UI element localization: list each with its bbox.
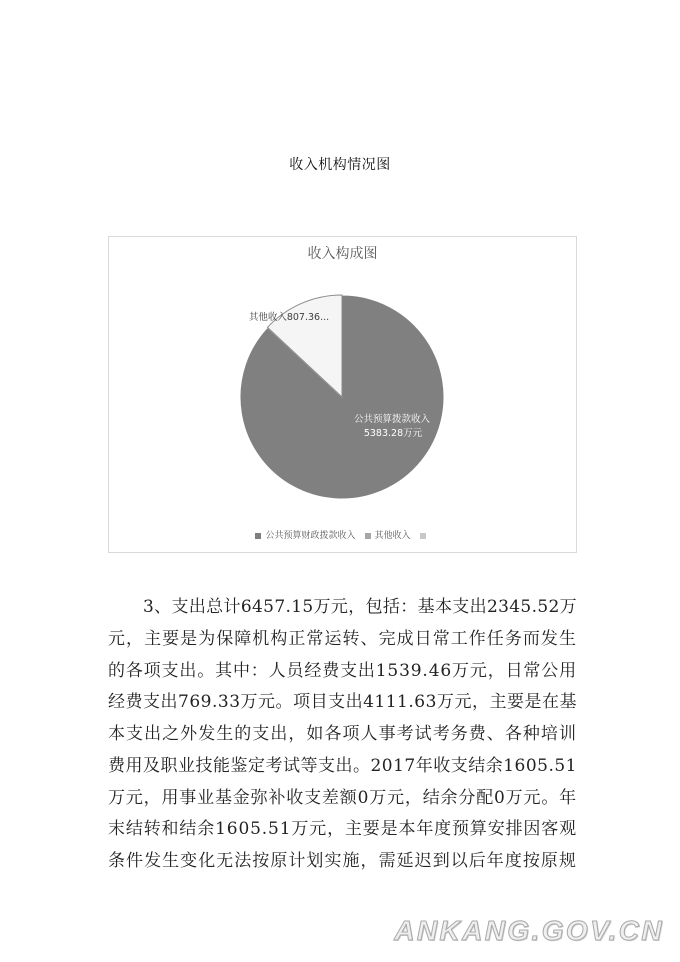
text-line [108,751,577,783]
chart-legend [109,530,576,542]
legend-marker [420,533,426,539]
legend-marker [365,533,371,539]
legend-label: 公共预算财政拨款收入 [265,531,356,541]
text-line [108,846,577,878]
text-line-content: 经费支出769.33万元。项目支出4111.63万元，主要是在基 [108,692,577,713]
legend-item [255,530,355,542]
text-line-content: 万元，用事业基金弥补收支差额0万元，结余分配0万元。年 [108,787,577,808]
pie-chart [109,237,576,552]
text-line-content: 元，主要是为保障机构正常运转、完成日常工作任务而发生 [108,628,577,649]
legend-item [365,530,411,542]
chart-title: 收入构成图 [307,246,378,262]
watermark: ANKANG.GOV.CN [394,915,664,946]
text-line-content: 3、支出总计6457.15万元，包括：基本支出2345.52万 [143,597,577,617]
slice-value-label: 5383.28万元 [363,428,423,439]
legend-marker [255,533,261,539]
text-line [108,814,577,846]
legend-item [420,533,430,539]
text-line-content: 的各项支出。其中：人员经费支出1539.46万元，日常公用 [108,660,577,681]
text-line [108,719,577,751]
text-line [143,592,577,624]
text-line [108,624,577,656]
text-line-content: 费用及职业技能鉴定考试等支出。2017年收支结余1605.51 [108,755,577,776]
text-line [108,687,577,719]
text-line-content: 条件发生变化无法按原计划实施，需延迟到以后年度按原规 [108,851,577,871]
slice-data-label: 其他收入807.36... [248,312,330,323]
chart-container [108,236,577,553]
text-line [108,656,577,688]
text-line-content: 末结转和结余1605.51万元，主要是本年度预算安排因客观 [108,819,577,840]
page-heading: 收入机构情况图 [289,157,391,173]
text-line [108,783,577,815]
legend-label: 其他收入 [374,531,411,541]
slice-data-label: 公共预算拨款收入 [353,414,431,425]
text-line-content: 本支出之外发生的支出，如各项人事考试考务费、各种培训 [108,724,577,744]
body-paragraph [108,592,577,878]
